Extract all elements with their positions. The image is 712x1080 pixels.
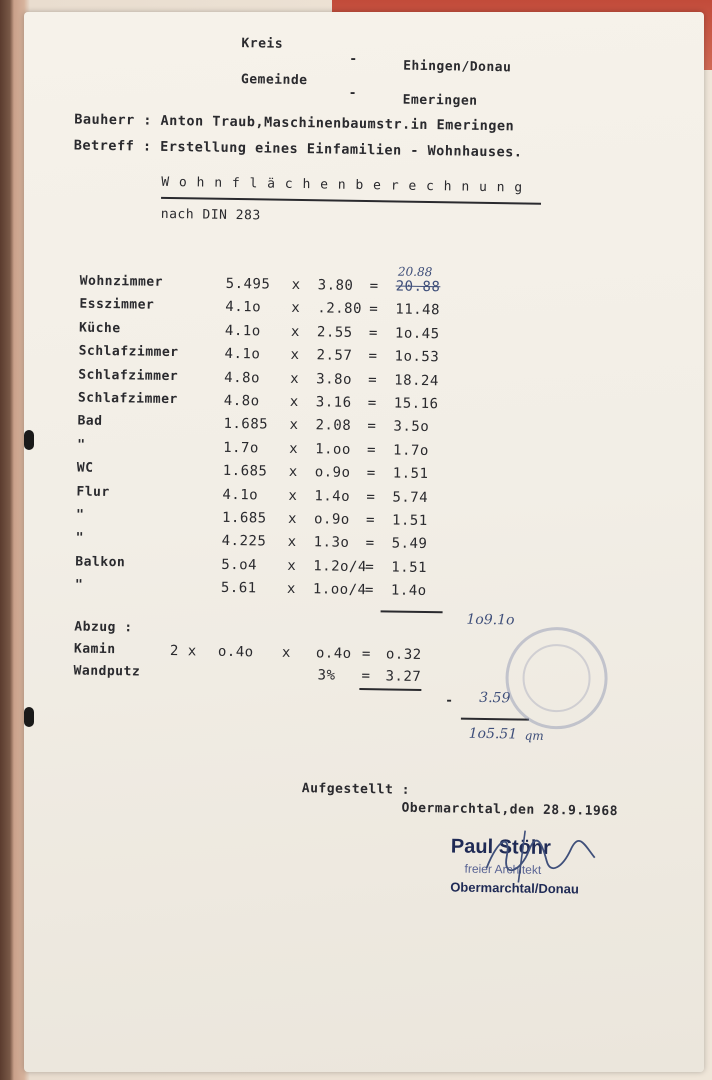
total-unit: qm — [524, 728, 544, 743]
factor-a: 4.8o — [223, 392, 260, 410]
equals-sign: = — [366, 488, 376, 505]
equals-sign: = — [364, 582, 374, 599]
factor-a: 5.495 — [225, 275, 271, 293]
times-sign: x — [291, 276, 301, 294]
equals-sign: = — [369, 278, 379, 295]
factor-b: 1.oo/4 — [312, 581, 367, 599]
factor-b: 1.oo — [315, 441, 351, 458]
factor-b: 2.57 — [316, 347, 353, 365]
kreis-label: Kreis — [241, 36, 284, 52]
room-name: WC — [76, 460, 94, 476]
factor-a: 5.61 — [220, 580, 257, 597]
wandputz-equals: = — [361, 668, 371, 685]
times-sign: x — [289, 440, 299, 457]
equals-sign: = — [367, 418, 377, 435]
factor-b: .2.80 — [317, 300, 363, 318]
wandputz-percent: 3% — [317, 667, 336, 684]
equals-sign: = — [365, 512, 376, 529]
area-result: 18.24 — [394, 372, 439, 389]
kamin-factor-a: o.4o — [217, 643, 254, 661]
total-value: 1o5.51 — [468, 725, 518, 743]
deduction-label: Abzug : — [74, 619, 133, 636]
title-underline — [161, 197, 541, 205]
area-result: 1.4o — [390, 582, 427, 600]
times-sign: x — [287, 534, 297, 551]
factor-a: 4.1o — [222, 486, 259, 503]
area-result: 1.7o — [392, 442, 429, 459]
wandputz-result: 3.27 — [385, 668, 422, 685]
kamin-multiplier: 2 x — [169, 643, 197, 660]
factor-b: 2.55 — [316, 324, 353, 341]
room-name: Bad — [77, 413, 103, 430]
area-result: 1.51 — [391, 512, 428, 530]
times-sign: x — [290, 370, 300, 387]
times-sign: x — [287, 557, 297, 574]
architect-name: Paul Stöhr — [450, 835, 552, 860]
area-result: 1o.53 — [394, 348, 440, 366]
handwritten-correction: 20.88 — [397, 264, 433, 280]
equals-sign: = — [366, 465, 376, 482]
factor-a: 4.1o — [225, 299, 262, 316]
architect-place: Obermarchtal/Donau — [450, 879, 579, 897]
times-sign: x — [290, 323, 301, 340]
times-sign: x — [288, 464, 298, 481]
kreis-dash: - — [349, 51, 358, 67]
total-deduction-value: 3.59 — [479, 689, 511, 707]
area-result: 1.51 — [391, 559, 428, 576]
room-name: Esszimmer — [79, 296, 155, 314]
aufgestellt-label: Aufgestellt : — [301, 781, 411, 798]
room-name: " — [75, 507, 85, 523]
factor-a: 1.685 — [222, 463, 268, 480]
factor-a: 5.o4 — [221, 556, 258, 574]
architect-title: freier Architekt — [464, 861, 542, 877]
subtotal-value: 1o9.1o — [466, 611, 515, 629]
betreff-line: Betreff : Erstellung eines Einfamilien - Wohnhauses. — [73, 137, 523, 161]
factor-a: 1.685 — [223, 416, 269, 433]
area-result: 20.88 — [395, 278, 441, 296]
times-sign: x — [287, 510, 298, 528]
gemeinde-label: Gemeinde — [240, 72, 308, 89]
document-content — [24, 12, 704, 1072]
total-deduction-minus: - — [445, 693, 454, 709]
times-sign: x — [289, 393, 299, 411]
factor-a: 1.685 — [221, 509, 267, 527]
factor-b: 1.2o/4 — [313, 558, 367, 575]
subtotal-line — [381, 610, 443, 613]
equals-sign: = — [366, 441, 377, 459]
kamin-times: x — [281, 644, 291, 661]
equals-sign: = — [365, 535, 375, 552]
area-result: 5.49 — [391, 535, 428, 553]
room-name: Flur — [76, 484, 110, 500]
signature-icon — [480, 826, 601, 888]
kamin-equals: = — [361, 646, 371, 663]
bauherr-line: Bauherr : Anton Traub,Maschinenbaumstr.in Emeringen — [74, 111, 515, 135]
room-name: " — [74, 577, 84, 593]
kreis-value: Ehingen/Donau — [403, 58, 512, 76]
factor-b: 3.16 — [315, 394, 352, 411]
room-name: Schlafzimmer — [78, 367, 179, 384]
gemeinde-value: Emeringen — [402, 92, 478, 109]
area-result: 3.5o — [393, 418, 430, 436]
factor-b: 1.4o — [314, 487, 351, 505]
area-result: 15.16 — [393, 395, 439, 413]
factor-a: 1.7o — [223, 439, 259, 457]
times-sign: x — [290, 347, 300, 364]
room-name: Wohnzimmer — [79, 273, 164, 290]
area-result: 5.74 — [392, 489, 429, 506]
times-sign: x — [288, 487, 298, 504]
factor-b: 2.08 — [315, 417, 352, 435]
room-name: " — [75, 530, 85, 547]
gemeinde-dash: - — [348, 85, 358, 101]
factor-a: 4.8o — [224, 369, 261, 387]
factor-b: 3.80 — [317, 277, 354, 294]
total-line — [461, 718, 529, 721]
equals-sign: = — [365, 558, 375, 576]
document-subtitle: nach DIN 283 — [160, 206, 261, 224]
area-result: 11.48 — [395, 301, 441, 319]
room-name: Schlafzimmer — [77, 390, 178, 408]
times-sign: x — [286, 581, 296, 598]
kamin-factor-b: o.4o — [315, 645, 352, 662]
factor-b: 1.3o — [313, 534, 350, 552]
room-name: Balkon — [75, 554, 126, 571]
factor-b: o.9o — [313, 511, 350, 528]
factor-b: o.9o — [314, 464, 351, 482]
room-name: Küche — [78, 320, 121, 337]
place-date: Obermarchtal,den 28.9.1968 — [401, 800, 619, 820]
official-seal — [505, 626, 609, 730]
equals-sign: = — [368, 324, 379, 342]
area-result: 1.51 — [392, 465, 429, 483]
wandputz-label: Wandputz — [73, 663, 141, 680]
equals-sign: = — [368, 371, 378, 388]
area-result: 1o.45 — [394, 325, 440, 343]
deduction-line — [359, 688, 421, 691]
document-title: W o h n f l ä c h e n b e r e c h n u n g — [161, 174, 524, 196]
factor-b: 3.8o — [316, 370, 353, 388]
factor-a: 4.225 — [221, 533, 267, 550]
factor-a: 4.1o — [224, 346, 261, 363]
equals-sign: = — [368, 348, 378, 365]
kamin-result: o.32 — [385, 646, 422, 663]
factor-a: 4.1o — [224, 322, 261, 340]
room-name: " — [77, 437, 86, 453]
room-name: Schlafzimmer — [78, 343, 179, 361]
document-page — [24, 12, 704, 1072]
kamin-label: Kamin — [73, 641, 116, 658]
times-sign: x — [289, 417, 299, 434]
equals-sign: = — [369, 301, 379, 318]
times-sign: x — [291, 300, 301, 317]
equals-sign: = — [367, 395, 377, 412]
